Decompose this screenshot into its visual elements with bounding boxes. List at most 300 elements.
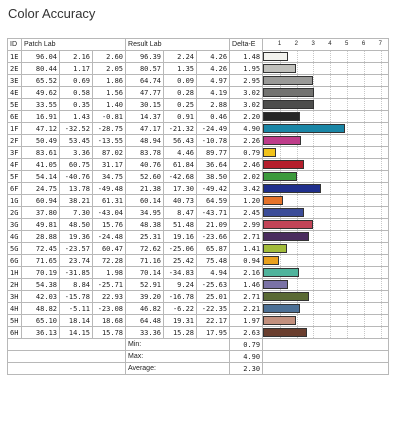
gridline	[381, 315, 382, 326]
gridline	[313, 255, 314, 266]
table-row	[8, 267, 389, 279]
delta-e-value: 3.02	[230, 87, 263, 99]
gridline	[280, 255, 281, 266]
delta-e-bar	[263, 268, 299, 277]
patch-id: 4H	[8, 303, 22, 315]
gridline	[364, 183, 365, 194]
scale-tick-5: 5	[345, 41, 349, 47]
delta-e-bar	[263, 88, 314, 97]
table-row	[8, 207, 389, 219]
delta-e-bar	[263, 100, 314, 109]
gridline	[313, 159, 314, 170]
table-row	[8, 147, 389, 159]
gridline	[347, 135, 348, 146]
gridline	[330, 207, 331, 218]
result-b: 4.94	[197, 267, 230, 279]
gridline	[381, 63, 382, 74]
patch-id: 5G	[8, 243, 22, 255]
result-l: 21.38	[126, 183, 164, 195]
table-row	[8, 231, 389, 243]
gridline	[364, 159, 365, 170]
result-l: 48.38	[126, 219, 164, 231]
patch-a: 48.50	[60, 219, 93, 231]
delta-e-bar	[263, 196, 283, 205]
patch-l: 65.10	[22, 315, 60, 327]
delta-e-value: 2.71	[230, 291, 263, 303]
table-header-row	[8, 39, 389, 51]
delta-e-value: 2.45	[230, 207, 263, 219]
gridline	[297, 51, 298, 62]
patch-b: -23.08	[93, 303, 126, 315]
table-row	[8, 195, 389, 207]
result-b: -22.35	[197, 303, 230, 315]
result-lab-column-header: Result Lab	[126, 39, 230, 51]
color-accuracy-table	[7, 38, 389, 375]
delta-e-value: 1.46	[230, 279, 263, 291]
delta-e-bar	[263, 136, 301, 145]
result-a: 51.48	[164, 219, 197, 231]
gridline	[381, 135, 382, 146]
gridline	[347, 159, 348, 170]
gridline	[330, 255, 331, 266]
delta-e-bar-cell	[263, 111, 389, 123]
patch-l: 41.05	[22, 159, 60, 171]
delta-e-bar-cell	[263, 171, 389, 183]
delta-e-bar	[263, 244, 287, 253]
delta-e-bar-cell	[263, 147, 389, 159]
delta-e-bar	[263, 256, 279, 265]
gridline	[297, 243, 298, 254]
summary-spacer	[8, 363, 126, 375]
gridline	[364, 123, 365, 134]
result-a: 19.16	[164, 231, 197, 243]
gridline	[364, 255, 365, 266]
patch-b: 15.78	[93, 327, 126, 339]
result-a: -21.32	[164, 123, 197, 135]
gridline	[313, 171, 314, 182]
patch-b: 61.31	[93, 195, 126, 207]
patch-b: 2.05	[93, 63, 126, 75]
patch-l: 96.04	[22, 51, 60, 63]
patch-id: 1E	[8, 51, 22, 63]
delta-e-bar	[263, 160, 304, 169]
result-a: 1.35	[164, 63, 197, 75]
gridline	[364, 291, 365, 302]
result-b: 4.26	[197, 51, 230, 63]
patch-a: 3.36	[60, 147, 93, 159]
result-l: 71.16	[126, 255, 164, 267]
result-a: -34.83	[164, 267, 197, 279]
patch-a: 2.16	[60, 51, 93, 63]
gridline	[330, 51, 331, 62]
result-l: 60.14	[126, 195, 164, 207]
delta-e-bar-cell	[263, 87, 389, 99]
gridline	[330, 87, 331, 98]
summary-value: 4.90	[230, 351, 263, 363]
result-b: 38.50	[197, 171, 230, 183]
gridline	[330, 327, 331, 338]
delta-e-bar-cell	[263, 255, 389, 267]
gridline	[364, 219, 365, 230]
patch-lab-column-header: Patch Lab	[22, 39, 126, 51]
gridline	[313, 291, 314, 302]
patch-b: 15.76	[93, 219, 126, 231]
summary-row	[8, 351, 389, 363]
patch-b: -43.04	[93, 207, 126, 219]
patch-l: 42.03	[22, 291, 60, 303]
patch-a: -32.52	[60, 123, 93, 135]
gridline	[313, 243, 314, 254]
gridline	[381, 219, 382, 230]
result-b: 22.17	[197, 315, 230, 327]
patch-b: -13.55	[93, 135, 126, 147]
result-b: -25.63	[197, 279, 230, 291]
patch-a: 38.21	[60, 195, 93, 207]
gridline	[381, 303, 382, 314]
result-b: -49.42	[197, 183, 230, 195]
delta-e-bar	[263, 52, 288, 61]
gridline	[364, 51, 365, 62]
gridline	[347, 207, 348, 218]
summary-label: Max:	[126, 351, 230, 363]
gridline	[330, 231, 331, 242]
patch-l: 71.65	[22, 255, 60, 267]
patch-l: 47.12	[22, 123, 60, 135]
result-b: 4.19	[197, 87, 230, 99]
gridline	[313, 315, 314, 326]
table-row	[8, 159, 389, 171]
gridline	[381, 291, 382, 302]
scale-tick-6: 6	[361, 41, 366, 47]
delta-e-bar	[263, 148, 276, 157]
patch-id: 6E	[8, 111, 22, 123]
gridline	[381, 231, 382, 242]
summary-value: 0.79	[230, 339, 263, 351]
table-row	[8, 75, 389, 87]
patch-id: 5H	[8, 315, 22, 327]
patch-id: 1G	[8, 195, 22, 207]
patch-b: 31.17	[93, 159, 126, 171]
gridline	[364, 99, 365, 110]
gridline	[364, 207, 365, 218]
patch-id: 5F	[8, 171, 22, 183]
delta-e-value: 2.63	[230, 327, 263, 339]
gridline	[313, 231, 314, 242]
gridline	[330, 195, 331, 206]
result-a: 0.91	[164, 111, 197, 123]
patch-a: 53.45	[60, 135, 93, 147]
patch-a: 13.78	[60, 183, 93, 195]
delta-e-bar-cell	[263, 267, 389, 279]
result-b: 2.88	[197, 99, 230, 111]
gridline	[297, 315, 298, 326]
gridline	[347, 171, 348, 182]
result-b: 64.59	[197, 195, 230, 207]
patch-b: -49.48	[93, 183, 126, 195]
gridline	[347, 219, 348, 230]
patch-id: 4E	[8, 87, 22, 99]
gridline	[381, 207, 382, 218]
patch-l: 16.91	[22, 111, 60, 123]
result-b: -24.49	[197, 123, 230, 135]
gridline	[364, 303, 365, 314]
patch-l: 49.62	[22, 87, 60, 99]
patch-b: -28.75	[93, 123, 126, 135]
summary-chart-spacer	[263, 339, 389, 351]
gridline	[313, 135, 314, 146]
gridline	[330, 303, 331, 314]
gridline	[364, 231, 365, 242]
patch-id: 3H	[8, 291, 22, 303]
result-a: 15.28	[164, 327, 197, 339]
result-a: 2.24	[164, 51, 197, 63]
result-l: 33.36	[126, 327, 164, 339]
gridline	[364, 75, 365, 86]
patch-b: 1.40	[93, 99, 126, 111]
patch-id: 3G	[8, 219, 22, 231]
patch-l: 49.81	[22, 219, 60, 231]
patch-l: 24.75	[22, 183, 60, 195]
gridline	[330, 183, 331, 194]
delta-e-bar	[263, 184, 320, 193]
result-b: 36.64	[197, 159, 230, 171]
result-a: 8.47	[164, 207, 197, 219]
gridline	[364, 195, 365, 206]
gridline	[297, 279, 298, 290]
gridline	[347, 255, 348, 266]
delta-e-value: 2.95	[230, 75, 263, 87]
gridline	[313, 195, 314, 206]
delta-e-value: 3.42	[230, 183, 263, 195]
patch-b: 18.68	[93, 315, 126, 327]
gridline	[330, 147, 331, 158]
patch-a: 8.84	[60, 279, 93, 291]
patch-l: 60.94	[22, 195, 60, 207]
table-row	[8, 135, 389, 147]
delta-e-bar	[263, 232, 309, 241]
result-b: -10.78	[197, 135, 230, 147]
patch-b: 87.02	[93, 147, 126, 159]
gridline	[347, 63, 348, 74]
scale-tick-4: 4	[328, 41, 332, 47]
gridline	[330, 267, 331, 278]
patch-a: 1.17	[60, 63, 93, 75]
summary-label: Min:	[126, 339, 230, 351]
table-row	[8, 171, 389, 183]
delta-e-value: 3.02	[230, 99, 263, 111]
result-l: 64.48	[126, 315, 164, 327]
gridline	[347, 111, 348, 122]
gridline	[330, 219, 331, 230]
summary-spacer	[8, 339, 126, 351]
patch-b: -25.71	[93, 279, 126, 291]
patch-l: 37.80	[22, 207, 60, 219]
delta-e-value: 1.95	[230, 63, 263, 75]
gridline	[347, 147, 348, 158]
delta-e-bar-cell	[263, 99, 389, 111]
gridline	[347, 303, 348, 314]
table-row	[8, 243, 389, 255]
result-b: 25.01	[197, 291, 230, 303]
gridline	[313, 219, 314, 230]
delta-e-bar-cell	[263, 303, 389, 315]
result-a: 0.28	[164, 87, 197, 99]
gridline	[347, 183, 348, 194]
delta-e-value: 1.41	[230, 243, 263, 255]
gridline	[330, 111, 331, 122]
patch-id: 2E	[8, 63, 22, 75]
table-row	[8, 315, 389, 327]
gridline	[330, 75, 331, 86]
page-title: Color Accuracy	[8, 6, 96, 21]
summary-chart-spacer	[263, 351, 389, 363]
result-l: 14.37	[126, 111, 164, 123]
patch-b: 72.28	[93, 255, 126, 267]
gridline	[347, 327, 348, 338]
result-l: 25.31	[126, 231, 164, 243]
patch-id: 2G	[8, 207, 22, 219]
gridline	[280, 147, 281, 158]
delta-e-bar-cell	[263, 63, 389, 75]
delta-e-value: 2.46	[230, 159, 263, 171]
result-b: 75.48	[197, 255, 230, 267]
result-b: 17.95	[197, 327, 230, 339]
delta-e-bar-cell	[263, 219, 389, 231]
result-a: 17.30	[164, 183, 197, 195]
result-a: 9.24	[164, 279, 197, 291]
result-l: 52.60	[126, 171, 164, 183]
gridline	[313, 63, 314, 74]
patch-a: 1.43	[60, 111, 93, 123]
delta-e-bar	[263, 64, 296, 73]
result-l: 40.76	[126, 159, 164, 171]
gridline	[381, 279, 382, 290]
delta-e-value: 2.26	[230, 135, 263, 147]
patch-a: -15.78	[60, 291, 93, 303]
gridline	[297, 255, 298, 266]
delta-e-bar-cell	[263, 327, 389, 339]
gridline	[347, 279, 348, 290]
delta-e-bar-cell	[263, 315, 389, 327]
gridline	[364, 279, 365, 290]
patch-l: 36.13	[22, 327, 60, 339]
table-row	[8, 183, 389, 195]
result-l: 47.17	[126, 123, 164, 135]
gridline	[347, 291, 348, 302]
patch-id: 4G	[8, 231, 22, 243]
table-row	[8, 291, 389, 303]
delta-e-bar-cell	[263, 207, 389, 219]
patch-l: 83.61	[22, 147, 60, 159]
delta-e-bar	[263, 208, 304, 217]
gridline	[330, 291, 331, 302]
patch-l: 65.52	[22, 75, 60, 87]
result-l: 83.78	[126, 147, 164, 159]
gridline	[347, 75, 348, 86]
patch-b: 2.60	[93, 51, 126, 63]
result-l: 34.95	[126, 207, 164, 219]
gridline	[364, 171, 365, 182]
gridline	[297, 195, 298, 206]
result-b: -23.66	[197, 231, 230, 243]
summary-value: 2.30	[230, 363, 263, 375]
result-l: 46.82	[126, 303, 164, 315]
gridline	[381, 267, 382, 278]
gridline	[381, 51, 382, 62]
gridline	[364, 267, 365, 278]
result-a: 0.09	[164, 75, 197, 87]
delta-e-bar-cell	[263, 183, 389, 195]
gridline	[364, 315, 365, 326]
scale-tick-1: 1	[277, 41, 282, 47]
result-a: 4.46	[164, 147, 197, 159]
gridline	[381, 87, 382, 98]
gridline	[347, 243, 348, 254]
delta-e-bar-cell	[263, 51, 389, 63]
patch-l: 33.55	[22, 99, 60, 111]
delta-e-bar	[263, 328, 307, 337]
summary-chart-spacer	[263, 363, 389, 375]
delta-e-bar-cell	[263, 279, 389, 291]
scale-tick-3: 3	[311, 41, 315, 47]
delta-e-bar	[263, 172, 297, 181]
result-l: 80.57	[126, 63, 164, 75]
patch-l: 28.88	[22, 231, 60, 243]
patch-b: 1.56	[93, 87, 126, 99]
result-b: 65.87	[197, 243, 230, 255]
result-a: 61.84	[164, 159, 197, 171]
gridline	[364, 63, 365, 74]
patch-a: 23.74	[60, 255, 93, 267]
gridline	[381, 255, 382, 266]
result-a: 25.42	[164, 255, 197, 267]
delta-e-bar-cell	[263, 243, 389, 255]
patch-b: -24.48	[93, 231, 126, 243]
delta-e-value: 1.97	[230, 315, 263, 327]
summary-row	[8, 339, 389, 351]
gridline	[313, 207, 314, 218]
patch-b: 1.86	[93, 75, 126, 87]
result-b: 4.26	[197, 63, 230, 75]
gridline	[330, 99, 331, 110]
delta-e-value: 2.71	[230, 231, 263, 243]
delta-e-bar-cell	[263, 75, 389, 87]
result-a: -6.22	[164, 303, 197, 315]
gridline	[313, 75, 314, 86]
result-a: 0.25	[164, 99, 197, 111]
result-l: 72.62	[126, 243, 164, 255]
gridline	[297, 63, 298, 74]
gridline	[381, 243, 382, 254]
result-l: 64.74	[126, 75, 164, 87]
delta-e-bar-cell	[263, 195, 389, 207]
gridline	[313, 327, 314, 338]
result-l: 39.20	[126, 291, 164, 303]
gridline	[347, 99, 348, 110]
delta-e-bar-cell	[263, 135, 389, 147]
patch-b: 60.47	[93, 243, 126, 255]
delta-e-value: 0.79	[230, 147, 263, 159]
result-a: -42.68	[164, 171, 197, 183]
patch-a: 0.58	[60, 87, 93, 99]
table-row	[8, 99, 389, 111]
gridline	[381, 111, 382, 122]
patch-l: 72.45	[22, 243, 60, 255]
patch-id: 1H	[8, 267, 22, 279]
delta-e-value: 1.48	[230, 51, 263, 63]
table-row	[8, 51, 389, 63]
gridline	[330, 63, 331, 74]
